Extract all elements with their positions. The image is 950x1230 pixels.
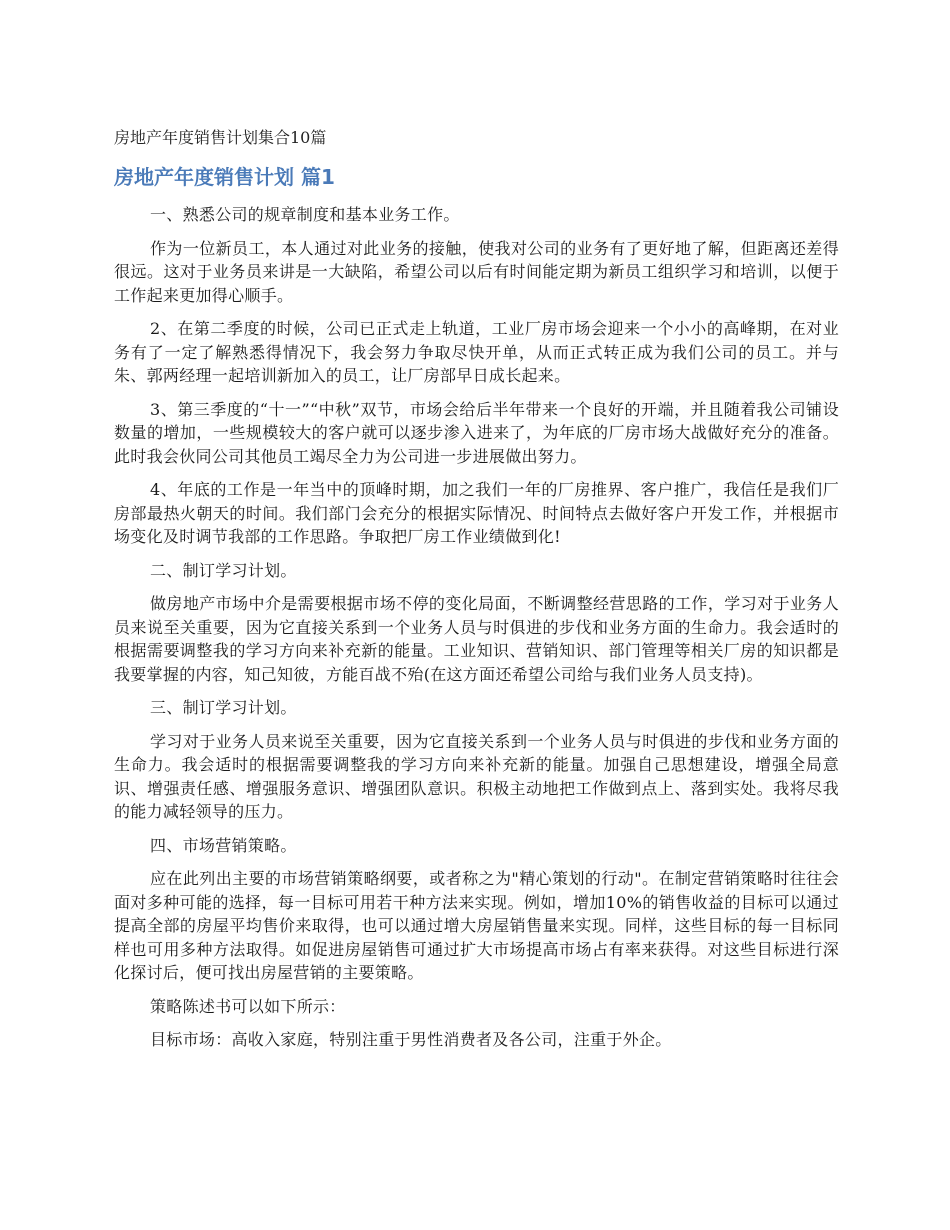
document-body	[114, 203, 839, 1062]
paragraph-5: 4、年底的工作是一年当中的顶峰时期，加之我们一年的厂房推界、客户推广，我信任是我们厂房部最热火朝天的时间。我们部门会充分的根据实际情况、时间特点去做好客户开发工作，并根据市场变化及时调节我部的工作思路。争取把厂房工作业绩做到化!	[114, 480, 839, 546]
paragraph-9: 学习对于业务人员来说至关重要，因为它直接关系到一个业务人员与时俱进的步伐和业务方面的生命力。我会适时的根据需要调整我的学习方向来补充新的能量。加强自己思想建设，增强全局意识、增强责任感、增强服务意识、增强团队意识。积极主动地把工作做到点上、落到实处。我将尽我的能力减轻领导的压力。	[114, 731, 839, 821]
paragraph-13: 目标市场：高收入家庭，特别注重于男性消费者及各公司，注重于外企。	[150, 1030, 672, 1049]
paragraph-3: 2、在第二季度的时候，公司已正式走上轨道，工业厂房市场会迎来一个小小的高峰期，在对业务有了一定了解熟悉得情况下，我会努力争取尽快开单，从而正式转正成为我们公司的员工。并与朱、郭两经理一起培训新加入的员工，让厂房部早日成长起来。	[114, 319, 839, 385]
paragraph-8: 三、制订学习计划。	[150, 698, 297, 717]
paragraph-12: 策略陈述书可以如下所示：	[150, 996, 346, 1016]
paragraph-6: 二、制订学习计划。	[150, 560, 297, 580]
paragraph-7: 做房地产市场中介是需要根据市场不停的变化局面，不断调整经营思路的工作，学习对于业务人员来说至关重要，因为它直接关系到一个业务人员与时俱进的步伐和业务方面的生命力。我会适时的根据需要调整我的学习方向来补充新的能量。工业知识、营销知识、部门管理等相关厂房的知识都是我要掌握的内容，知己知彼，方能百战不殆(在这方面还希望公司给与我们业务人员支持)。	[114, 594, 839, 684]
paragraph-11: 应在此列出主要的市场营销策略纲要，或者称之为"精心策划的行动"。在制定营销策略时往往会面对多种可能的选择，每一目标可用若干种方法来实现。例如，增加10%的销售收益的目标可以通过提高全部的房屋平均售价来取得，也可以通过增大房屋销售量来实现。同样，这些目标的每一目标同样也可用多种方法取得。如促进房屋销售可通过扩大市场提高市场占有率来获得。对这些目标进行深化探讨后，便可找出房屋营销的主要策略。	[114, 869, 839, 982]
paragraph-2: 作为一位新员工，本人通过对此业务的接触，使我对公司的业务有了更好地了解，但距离还差得很远。这对于业务员来讲是一大缺陷，希望公司以后有时间能定期为新员工组织学习和培训，以便于工作起来更加得心顺手。	[114, 238, 839, 305]
paragraph-1: 一、熟悉公司的规章制度和基本业务工作。	[150, 205, 460, 224]
section-heading: 房地产年度销售计划 篇1	[114, 165, 335, 189]
document-title: 房地产年度销售计划集合10篇	[114, 128, 327, 147]
paragraph-4: 3、第三季度的“十一”“中秋”双节，市场会给后半年带来一个良好的开端，并且随着我公司铺设数量的增加，一些规模较大的客户就可以逐步渗入进来了，为年底的厂房市场大战做好充分的准备。此时我会伙同公司其他员工竭尽全力为公司进一步进展做出努力。	[114, 399, 839, 466]
paragraph-10: 四、市场营销策略。	[150, 835, 297, 855]
